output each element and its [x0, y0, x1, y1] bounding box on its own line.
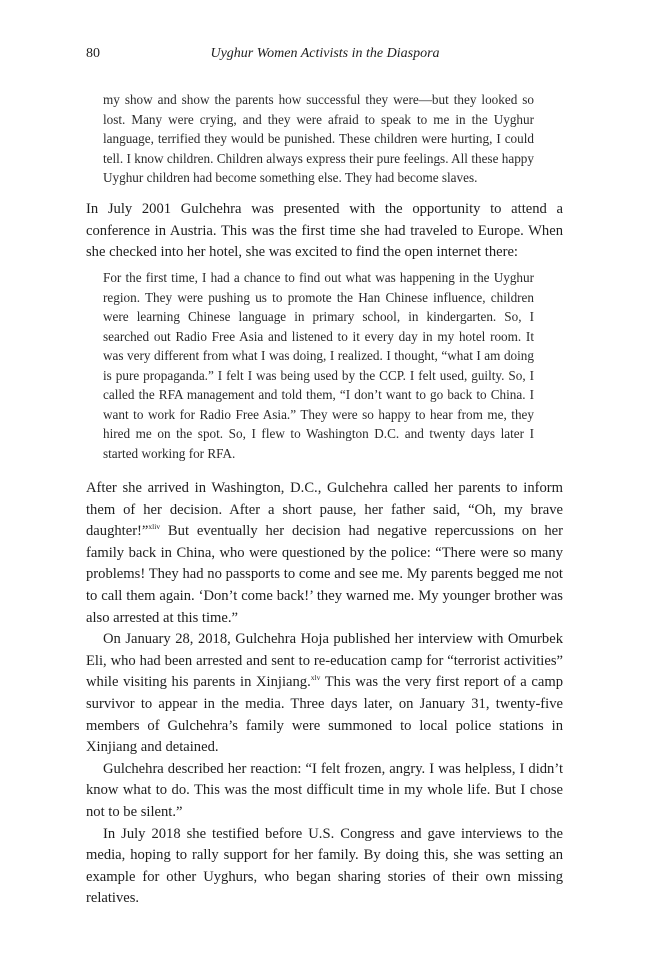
- running-head: Uyghur Women Activists in the Diaspora: [210, 46, 440, 61]
- main-text: [86, 478, 563, 910]
- paragraph-2-text-b: But eventually her decision had negative repercussions on her family back in China, who were questioned by the police: “There were so many problems! They had no passports to come and see me. My parents begged me not to call them again. ‘Don’t come back!’ they warned me. My younger brother was also arrested at this time.”: [86, 523, 563, 626]
- paragraph-5: In July 2018 she testified before U.S. Congress and gave interviews to the media, hoping to rally support for her family. By doing this, she was setting an example for other Uyghurs, who began sharing stories of their own missing relatives.: [86, 825, 563, 907]
- paragraph-2: [86, 478, 563, 629]
- footnote-ref-xlv: xlv: [310, 673, 321, 683]
- block-quote-1-text: my show and show the parents how successful they were—but they looked so lost. Many were crying, and they were afraid to speak to me in the Uyghur language, terrified they would be punished. These children were hurting, I could tell. I know children. Children always express their pure feelings. All these happy Uyghur children had become something else. They had become slaves.: [103, 92, 534, 185]
- paragraph-3: [86, 629, 563, 759]
- paragraph-3-text-a: On January 28, 2018, Gulchehra Hoja published her interview with Omurbek Eli, who had been arrested and sent to re-education camp for “terrorist activities” while visiting his parents in Xinjiang.: [86, 631, 563, 691]
- paragraph-1: [86, 199, 563, 264]
- block-quote-1: [103, 90, 534, 188]
- paragraph-4: Gulchehra described her reaction: “I felt frozen, angry. I was helpless, I didn’t know what to do. This was the most difficult time in my whole life. But I chose not to be silent.”: [86, 760, 563, 820]
- block-quote-2-text: For the first time, I had a chance to find out what was happening in the Uyghur region. They were pushing us to promote the Han Chinese influence, children were learning Chinese language in primary school, in kindergarten. So, I searched out Radio Free Asia and listened to it every day in my hotel room. It was very different from what I was doing, I realized. I thought, “what I am doing is pure propaganda.” I felt I was being used by the CCP. I felt used, guilty. So, I called the RFA management and told them, “I don’t want to go back to China. I want to work for Radio Free Asia.” They were so happy to hear from me, they hired me on the spot. So, I flew to Washington D.C. and twenty days later I started working for RFA.: [103, 270, 534, 461]
- paragraph-2-text-a: After she arrived in Washington, D.C., Gulchehra called her parents to inform them of her decision. After a short pause, her father said, “Oh, my brave daughter!”: [86, 480, 563, 540]
- paragraph-1-text: In July 2001 Gulchehra was presented with the opportunity to attend a conference in Austria. This was the first time she had traveled to Europe. When she checked into her hotel, she was excited to find the open internet there:: [86, 201, 563, 261]
- page-header: [86, 44, 564, 64]
- footnote-ref-xliv: xliv: [148, 522, 161, 532]
- page-number: 80: [86, 46, 100, 61]
- paragraph-3-text-b: This was the very first report of a camp survivor to appear in the media. Three days later, on January 31, twenty-five members of Gulchehra’s family were summoned to local police stations in Xinjiang and detained.: [86, 674, 563, 756]
- block-quote-2: [103, 268, 534, 463]
